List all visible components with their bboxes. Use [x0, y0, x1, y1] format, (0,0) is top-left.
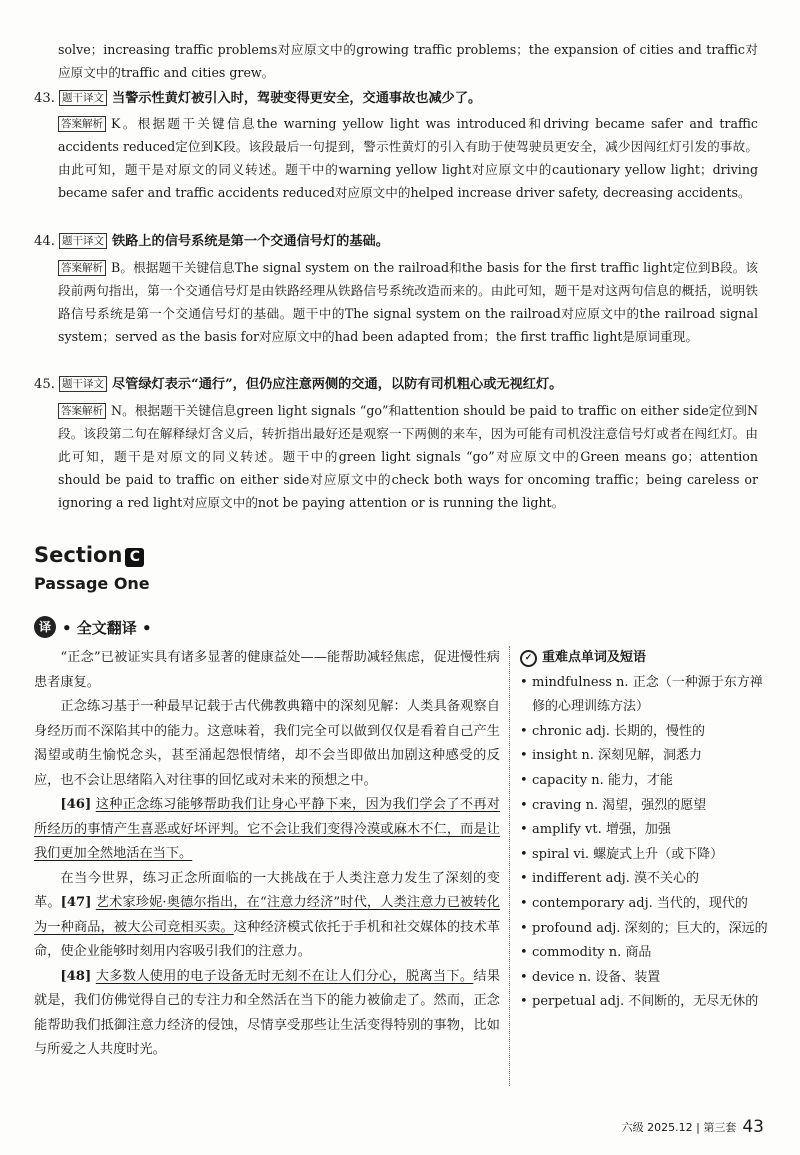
- answer-text: K。根据题干关键信息the warning yellow light was introduced和driving became safer and traffic accidents reduced定位到K段。该段最后一句提到，警示性黄灯的引入有助于使驾驶员更安全，减少因闯红灯引发的事故。由此可知，题干是对原文的同义转述。题干中的warning yellow light对应原文中的cautionary yellow light；driving became safer and traffic accidents reduced对应原文中的helped increase driver safety, decreasing accidents。: [58, 116, 758, 200]
- translation-paragraph-1: “正念”已被证实具有诸多显著的健康益处——能帮助减轻焦虑，促进慢性病患者康复。: [34, 650, 500, 690]
- answer-tag: 答案解析: [58, 116, 106, 132]
- stem-text: 当警示性黄灯被引入时，驾驶变得更安全，交通事故也减少了。: [111, 91, 482, 106]
- vocab-item: • amplify vt. 增强，加强: [520, 818, 768, 843]
- section-title: [34, 543, 144, 567]
- question-43-answer: [58, 112, 758, 204]
- stem-tag: 题干译文: [59, 376, 107, 392]
- translation-heading: [34, 614, 152, 640]
- vocabulary-box: [520, 646, 768, 1015]
- vocab-item: • profound adj. 深刻的；巨大的，深远的: [520, 917, 768, 942]
- translation-text: 结果就是，我们仿佛觉得自己的专注力和全然活在当下的能力被偷走了。然而，正念能帮助我们抵御注意力经济的侵蚀，尽情享受那些让生活变得特别的事物，比如与所爱之人共度时光。: [34, 968, 501, 1057]
- section-badge-icon: C: [125, 548, 144, 567]
- translation-heading-text: • 全文翻译 •: [62, 618, 152, 637]
- vocabulary-heading: [520, 646, 768, 671]
- issue-label: 六级 2025.12 | 第三套: [621, 1121, 737, 1134]
- translation-paragraph-4: [34, 867, 500, 965]
- question-44-answer: [58, 256, 758, 348]
- underlined-sentence-46: 这种正念练习能够帮助我们让身心平静下来，因为我们学会了不再对所经历的事情产生喜恶或好坏评判。它不会让我们变得冷漠或麻木不仁，而是让我们更加全然地活在当下。: [34, 797, 500, 861]
- vocab-item: • device n. 设备、装置: [520, 966, 768, 991]
- question-44-stem: [34, 231, 764, 253]
- question-marker-46: [46]: [60, 797, 92, 812]
- stem-text: 尽管绿灯表示“通行”，但仍应注意两侧的交通，以防有司机粗心或无视红灯。: [111, 377, 563, 392]
- vocab-item: • capacity n. 能力，才能: [520, 769, 768, 794]
- translation-paragraph-5: [34, 965, 500, 1063]
- stem-text: 铁路上的信号系统是第一个交通信号灯的基础。: [111, 234, 389, 249]
- underlined-sentence-47: 艺术家珍妮·奥德尔指出，在“注意力经济”时代，人类注意力已被转化为一种商品，被大公司竞相买卖。: [34, 895, 500, 935]
- stem-tag: 题干译文: [59, 90, 107, 106]
- vocab-item: • chronic adj. 长期的，慢性的: [520, 720, 768, 745]
- vocab-item: • craving n. 渴望，强烈的愿望: [520, 794, 768, 819]
- continuation-paragraph: solve；increasing traffic problems对应原文中的growing traffic problems；the expansion of cities and traffic对应原文中的traffic and cities grew。: [58, 42, 758, 80]
- question-number: 44.: [34, 234, 55, 249]
- translation-text: 这种经济模式依托于手机和社交媒体的技术革命，使企业能够时刻用内容吸引我们的注意力。: [34, 919, 501, 959]
- vocab-item: • commodity n. 商品: [520, 941, 768, 966]
- answer-tag: 答案解析: [58, 260, 106, 276]
- vocab-item: • insight n. 深刻见解，洞悉力: [520, 744, 768, 769]
- passage-title: Passage One: [34, 574, 150, 593]
- vocabulary-icon: ✓: [520, 650, 537, 667]
- vocab-item: • perpetual adj. 不间断的，无尽无休的: [520, 990, 768, 1015]
- answer-text: B。根据题干关键信息The signal system on the railroad和the basis for the first traffic light定位到B段。该段前两句指出，第一个交通信号灯是由铁路经理从铁路信号系统改造而来的。由此可知，题干是对这两句信息的概括，说明铁路信号系统是第一个交通信号灯的基础。题干中的The signal system on the railroad对应原文中的the railroad signal system；served as the basis for对应原文中的had been adapted from；the first traffic light是原词重现。: [58, 260, 758, 344]
- page-number: 43: [742, 1117, 764, 1137]
- vocab-item: • mindfulness n. 正念（一种源于东方禅修的心理训练方法）: [520, 671, 768, 720]
- translation-icon: 译: [34, 616, 56, 638]
- question-45-stem: [34, 374, 764, 396]
- stem-tag: 题干译文: [59, 233, 107, 249]
- column-divider: [509, 646, 510, 1086]
- section-label: Section: [34, 543, 123, 567]
- question-marker-47: [47]: [60, 895, 92, 910]
- answer-tag: 答案解析: [58, 403, 106, 419]
- vocabulary-heading-text: 重难点单词及短语: [542, 650, 647, 665]
- translation-paragraph-3: [34, 793, 500, 867]
- translation-paragraph-2: 正念练习基于一种最早记载于古代佛教典籍中的深刻见解：人类具备观察自身经历而不深陷其中的能力。这意味着，我们完全可以做到仅仅是看着自己产生渴望或萌生愉悦念头，甚至涌起怨恨情绪，却不会当即做出加剧这种感受的反应，也不会让思绪陷入对往事的回忆或对未来的预想之中。: [34, 699, 500, 788]
- translation-text: 在当今世界，练习正念所面临的一大挑战在于人类注意力发生了深刻的变革。: [34, 870, 500, 910]
- question-45-answer: [58, 399, 758, 514]
- underlined-sentence-48: 大多数人使用的电子设备无时无刻不在让人们分心，脱离当下。: [95, 968, 474, 984]
- vocab-item: • indifferent adj. 漠不关心的: [520, 867, 768, 892]
- question-number: 43.: [34, 91, 55, 106]
- answer-text: N。根据题干关键信息green light signals “go”和attention should be paid to traffic on either side定位到N段。该段第二句在解释绿灯含义后，转折指出最好还是观察一下两侧的来车，因为可能有司机没注意信号灯或者在闯红灯。由此可知，题干是对原文的同义转述。题干中的green light signals “go”对应原文中的Green means go；attention should be paid to traffic on either side对应原文中的check both ways for oncoming traffic；being careless or ignoring a red light对应原文中的not be paying attention or is running the light。: [58, 403, 758, 510]
- vocab-item: • contemporary adj. 当代的，现代的: [520, 892, 768, 917]
- question-43-stem: [34, 88, 764, 110]
- question-marker-48: [48]: [60, 968, 92, 984]
- translation-column: [34, 646, 500, 1063]
- vocab-item: • spiral vi. 螺旋式上升（或下降）: [520, 843, 768, 868]
- question-number: 45.: [34, 377, 55, 392]
- page-footer: [622, 1115, 764, 1139]
